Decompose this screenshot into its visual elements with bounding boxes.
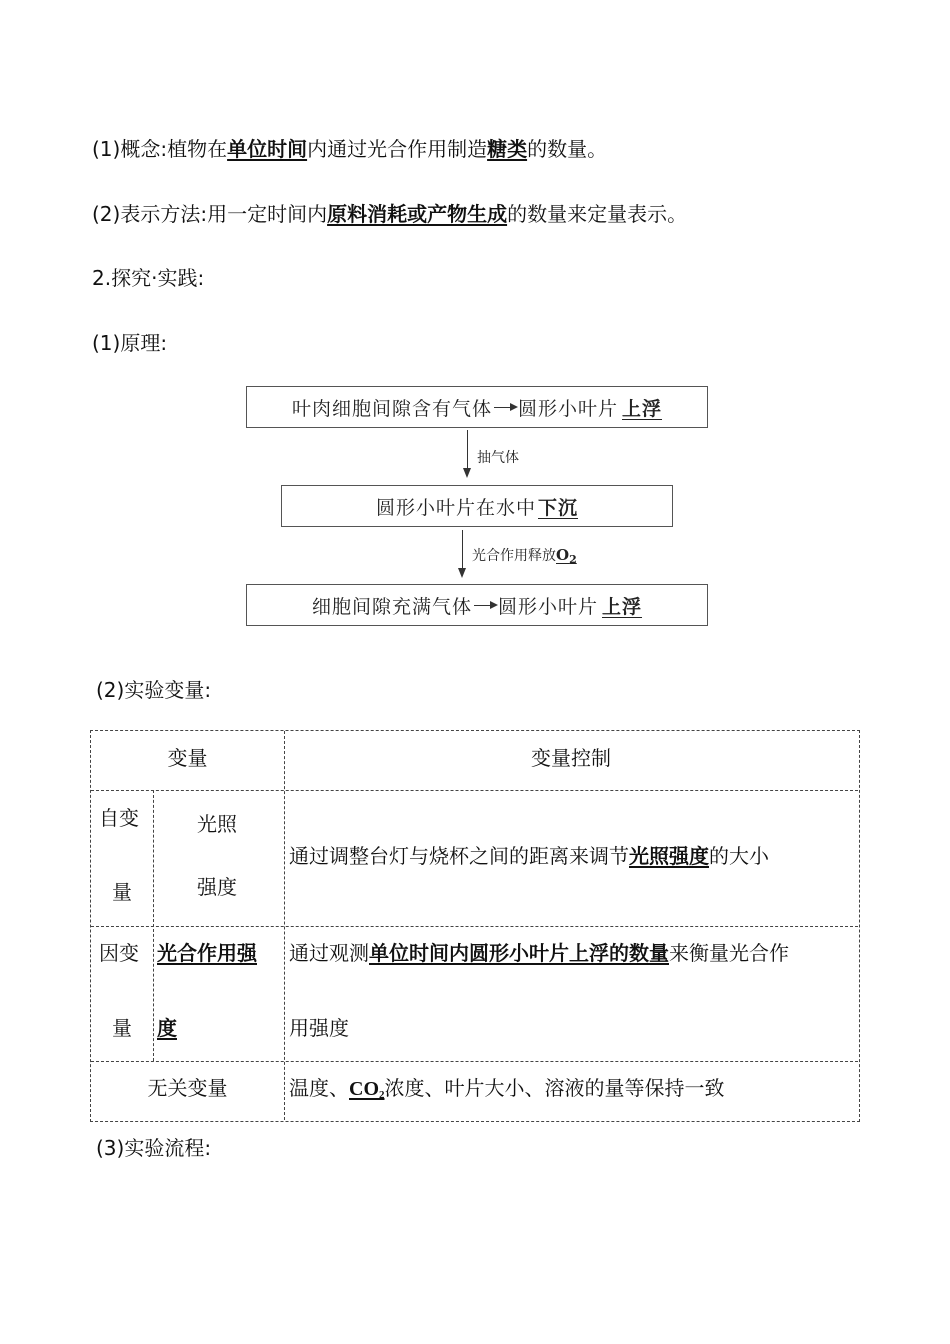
concept-text: (1)概念:植物在 [92,137,228,161]
arrow2-label [472,545,577,566]
down-arrow-2-head-icon [458,568,466,578]
principle-box-3 [246,584,708,626]
answer-photosynthesis-a: 光合作用强 [157,941,257,965]
answer-unit-time: 单位时间 [227,137,308,161]
table-divider [91,790,858,791]
dependent-label-a: 因变 [99,941,139,965]
box2-answer: 下沉 [538,496,579,519]
dependent-label-b: 量 [112,1016,132,1040]
box1-text: 叶肉细胞间隙含有气体 [291,397,492,420]
method-line [92,201,687,227]
oxygen-symbol: O [556,546,570,564]
method-text: (2)表示方法:用一定时间内 [92,202,328,226]
answer-photosynthesis-b: 度 [157,1016,177,1040]
method-text-end: 的数量来定量表示。 [507,202,688,226]
section-heading: 2.探究·实践: [92,266,205,290]
co2-subscript: 2 [379,1089,385,1101]
principle-box-2 [281,485,673,527]
row1-control-end: 的大小 [709,844,769,868]
variables-heading: (2)实验变量: [96,678,212,702]
row1-control-text: 通过调整台灯与烧杯之间的距离来调节 [289,844,629,868]
principle-box-1 [246,386,708,428]
box3-text-mid: 圆形小叶片 [497,595,598,618]
right-arrow-icon [494,407,516,408]
concept-text-end: 的数量。 [527,137,608,161]
table-divider [284,731,285,1120]
row3-control-end: 浓度、叶片大小、溶液的量等保持一致 [384,1076,725,1100]
answer-sugar: 糖类 [487,137,528,161]
table-divider [91,926,858,927]
irrelevant-variable: 无关变量 [147,1076,228,1100]
arrow2-answer [556,546,577,564]
right-arrow-icon [474,605,496,606]
box3-answer: 上浮 [602,595,643,618]
process-heading: (3)实验流程: [96,1136,212,1160]
co2-symbol: CO [349,1078,379,1100]
variables-table [90,730,860,1122]
arrow2-text: 光合作用释放 [472,548,556,564]
principle-heading: (1)原理: [92,331,168,355]
box1-answer: 上浮 [622,397,663,420]
row1-control [289,843,769,869]
table-divider [91,1061,858,1062]
box3-text: 细胞间隙充满气体 [311,595,472,618]
arrow1-label: 抽气体 [477,450,519,466]
answer-raw-material: 原料消耗或产物生成 [327,202,508,226]
header-control: 变量控制 [531,746,611,770]
answer-floating-count: 单位时间内圆形小叶片上浮的数量 [369,941,669,965]
answer-light-intensity: 光照强度 [629,844,709,868]
down-arrow-2-icon [462,530,463,570]
row2-control-end: 来衡量光合作 [669,941,789,965]
row3-control [289,1075,725,1108]
row2-control-b: 用强度 [289,1016,349,1040]
answer-co2 [349,1078,385,1100]
row3-control-text: 温度、 [289,1076,349,1100]
down-arrow-1-icon [467,430,468,470]
row2-control-text: 通过观测 [289,941,369,965]
row2-control-a [289,940,789,966]
box2-text: 圆形小叶片在水中 [375,496,536,519]
light-label-b: 强度 [197,875,237,899]
table-divider [153,790,154,1061]
box1-text-mid: 圆形小叶片 [517,397,618,420]
header-variable: 变量 [167,746,208,770]
independent-label-b: 量 [112,880,132,904]
down-arrow-1-head-icon [463,468,471,478]
independent-label-a: 自变 [99,806,139,830]
concept-text-mid: 内通过光合作用制造 [307,137,488,161]
concept-line [92,136,607,162]
oxygen-subscript: 2 [569,553,577,566]
light-label-a: 光照 [197,812,237,836]
